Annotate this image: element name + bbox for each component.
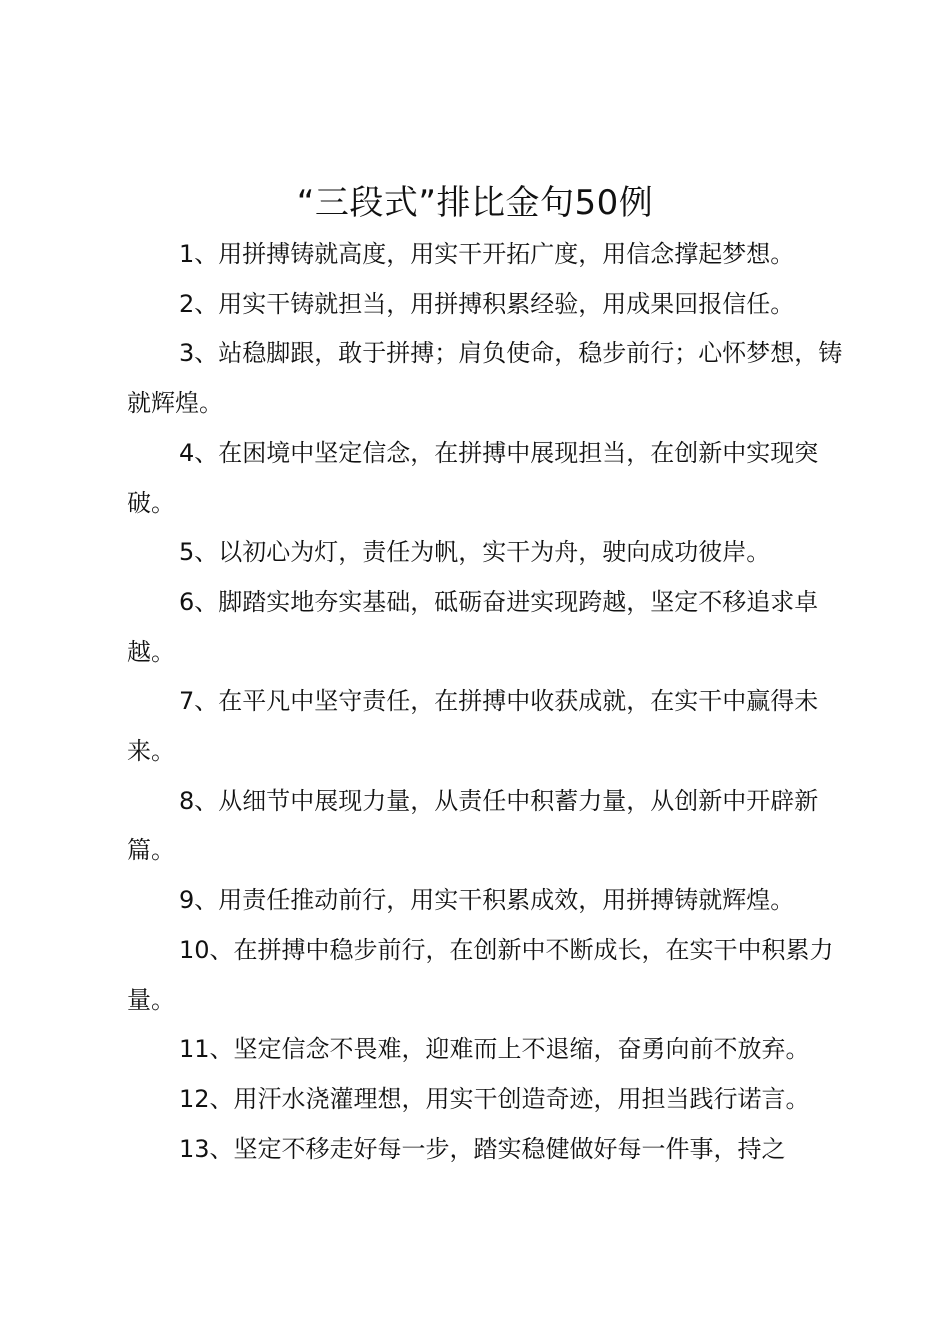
paragraph-1: 1、用拼搏铸就高度，用实干开拓广度，用信念撑起梦想。 [179,240,795,268]
paragraph-4: 4、在困境中坚定信念，在拼搏中展现担当，在创新中实现突破。 [127,438,819,517]
document-body [127,230,861,1174]
paragraph-2: 2、用实干铸就担当，用拼搏积累经验，用成果回报信任。 [179,289,795,318]
paragraph-9: 9、用责任推动前行，用实干积累成效，用拼搏铸就辉煌。 [179,886,795,915]
paragraph-10: 10、在拼搏中稳步前行，在创新中不断成长，在实干中积累力量。 [127,935,834,1014]
paragraph-6: 6、脚踏实地夯实基础，砥砺奋进实现跨越，坚定不移追求卓越。 [127,587,819,666]
paragraph-3: 3、站稳脚跟，敢于拼搏；肩负使命，稳步前行；心怀梦想，铸就辉煌。 [127,339,843,418]
paragraph-8: 8、从细节中展现力量，从责任中积蓄力量，从创新中开辟新篇。 [127,786,819,865]
paragraph-7: 7、在平凡中坚守责任，在拼搏中收获成就，在实干中赢得未来。 [127,687,819,766]
paragraph-13: 13、坚定不移走好每一步，踏实稳健做好每一件事，持之 [179,1134,786,1163]
paragraph-11: 11、坚定信念不畏难，迎难而上不退缩，奋勇向前不放弃。 [179,1035,810,1064]
document-title: “三段式”排比金句50例 [296,183,654,223]
paragraph-12: 12、用汗水浇灌理想，用实干创造奇迹，用担当践行诺言。 [179,1084,810,1113]
paragraph-5: 5、以初心为灯，责任为帆，实干为舟，驶向成功彼岸。 [179,538,771,567]
